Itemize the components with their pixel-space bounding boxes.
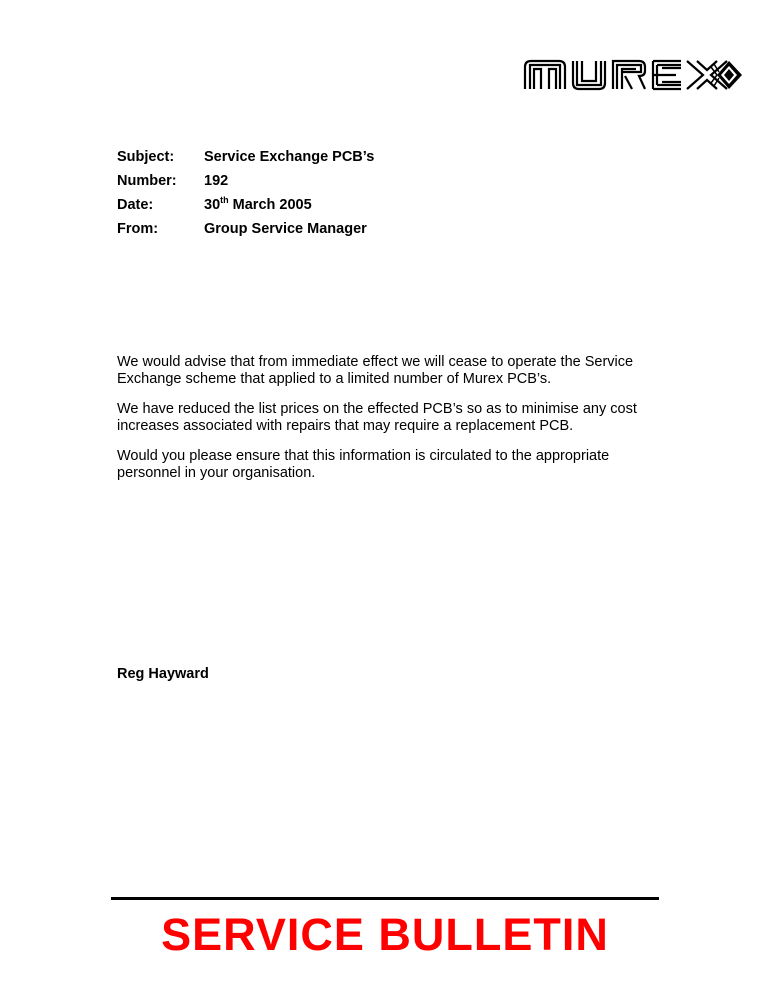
footer-divider <box>111 897 659 900</box>
date-row <box>117 193 374 217</box>
murex-logo <box>521 55 743 97</box>
date-day: 30 <box>204 197 221 213</box>
footer-title: SERVICE BULLETIN <box>161 909 609 960</box>
from-value: Group Service Manager <box>204 221 367 237</box>
signature-name: Reg Hayward <box>117 666 209 682</box>
date-suffix: th <box>220 195 229 206</box>
murex-shell-icon <box>711 61 742 89</box>
from-row <box>117 217 374 241</box>
number-value: 192 <box>204 173 229 189</box>
bulletin-meta <box>117 145 374 241</box>
date-rest: March 2005 <box>228 197 312 213</box>
bulletin-body <box>117 354 657 495</box>
body-paragraph-1: We would advise that from immediate effect we will cease to operate the Service Exchange scheme that applied to a limited number of Murex PCB’s. <box>117 354 634 387</box>
subject-label: Subject: <box>117 149 175 165</box>
number-row <box>117 169 374 193</box>
murex-logo-graphic <box>521 55 743 97</box>
body-paragraph-2: We have reduced the list prices on the effected PCB’s so as to minimise any cost increases associated with repairs that may require a replacement PCB. <box>117 401 637 434</box>
from-label: From: <box>117 221 159 237</box>
subject-value: Service Exchange PCB’s <box>204 149 375 165</box>
subject-row <box>117 145 374 169</box>
number-label: Number: <box>117 173 177 189</box>
date-value <box>204 193 312 217</box>
body-paragraph-3: Would you please ensure that this information is circulated to the appropriate personnel in your organisation. <box>117 448 610 481</box>
date-label: Date: <box>117 197 154 213</box>
